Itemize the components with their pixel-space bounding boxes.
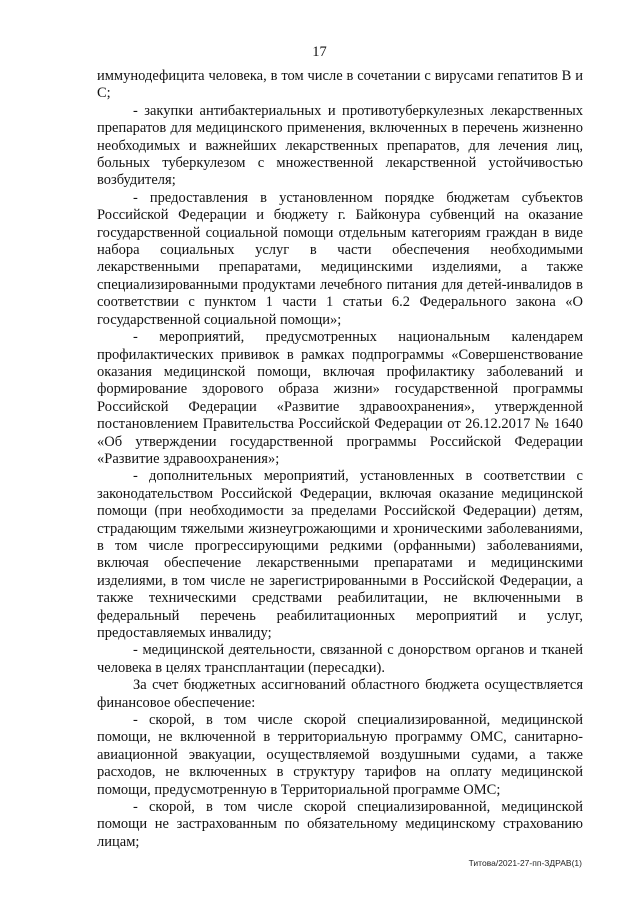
paragraph-additional-measures: - дополнительных мероприятий, установленных в соответствии с законодательством Российской Федерации, включая оказание медицинской помощи (при необходимости за пределами Российской Федерации) детям, страдающим тяжелыми жизнеугрожающими и хроническими заболеваниями, в том числе прогрессирующими редкими (орфанными) заболеваниями, включая обеспечение лекарственными препаратами и медицинскими изделиями, в том числе не зарегистрированными в Российской Федерации, а также техническими средствами реабилитации, не включенными в федеральный перечень реабилитационных мероприятий и услуг, предоставляемых инвалиду; bbox=[97, 468, 583, 641]
paragraph-emergency-care: - скорой, в том числе скорой специализированной, медицинской помощи, не включенной в территориальную программу ОМС, санитарно-авиационной эвакуации, осуществляемой воздушными судами, а также расходов, не включенных в структуру тарифов на оплату медицинской помощи, предусмотренную в Территориальной программе ОМС; bbox=[97, 712, 583, 798]
document-body bbox=[97, 68, 583, 851]
paragraph-subventions: - предоставления в установленном порядке бюджетам субъектов Российской Федерации и бюджету г. Байконура субвенций на оказание государственной социальной помощи отдельным категориям граждан в виде набора социальных услуг в части обеспечения необходимыми лекарственными препаратами, медицинскими изделиями, а также специализированными продуктами лечебного питания для детей-инвалидов в соответствии с пунктом 1 части 1 статьи 6.2 Федерального закона «О государственной социальной помощи»; bbox=[97, 189, 583, 328]
paragraph-continuation: иммунодефицита человека, в том числе в сочетании с вирусами гепатитов В и С; bbox=[97, 68, 583, 102]
paragraph-regional-budget: За счет бюджетных ассигнований областного бюджета осуществляется финансовое обеспечение: bbox=[97, 677, 583, 711]
paragraph-tb-drugs: - закупки антибактериальных и противотуберкулезных лекарственных препаратов для медицинского применения, включенных в перечень жизненно необходимых и важнейших лекарственных препаратов, для лечения лиц, больных туберкулезом с множественной лекарственной устойчивостью возбудителя; bbox=[97, 102, 583, 189]
paragraph-vaccination: - мероприятий, предусмотренных национальным календарем профилактических прививок в рамках подпрограммы «Совершенствование оказания медицинской помощи, включая профилактику заболеваний и формирование здорового образа жизни» государственной программы Российской Федерации «Развитие здравоохранения», утвержденной постановлением Правительства Российской Федерации от 26.12.2017 № 1640 «Об утверждении государственной программы Российской Федерации «Развитие здравоохранения»; bbox=[97, 329, 583, 467]
paragraph-uninsured-care: - скорой, в том числе скорой специализированной, медицинской помощи не застрахованным по обязательному медицинскому страхованию лицам; bbox=[97, 799, 583, 850]
page-number: 17 bbox=[312, 44, 327, 60]
paragraph-transplantation: - медицинской деятельности, связанной с донорством органов и тканей человека в целях трансплантации (пересадки). bbox=[97, 642, 583, 676]
document-footer-code: Титова/2021-27-пп-ЗДРАВ(1) bbox=[468, 858, 582, 868]
